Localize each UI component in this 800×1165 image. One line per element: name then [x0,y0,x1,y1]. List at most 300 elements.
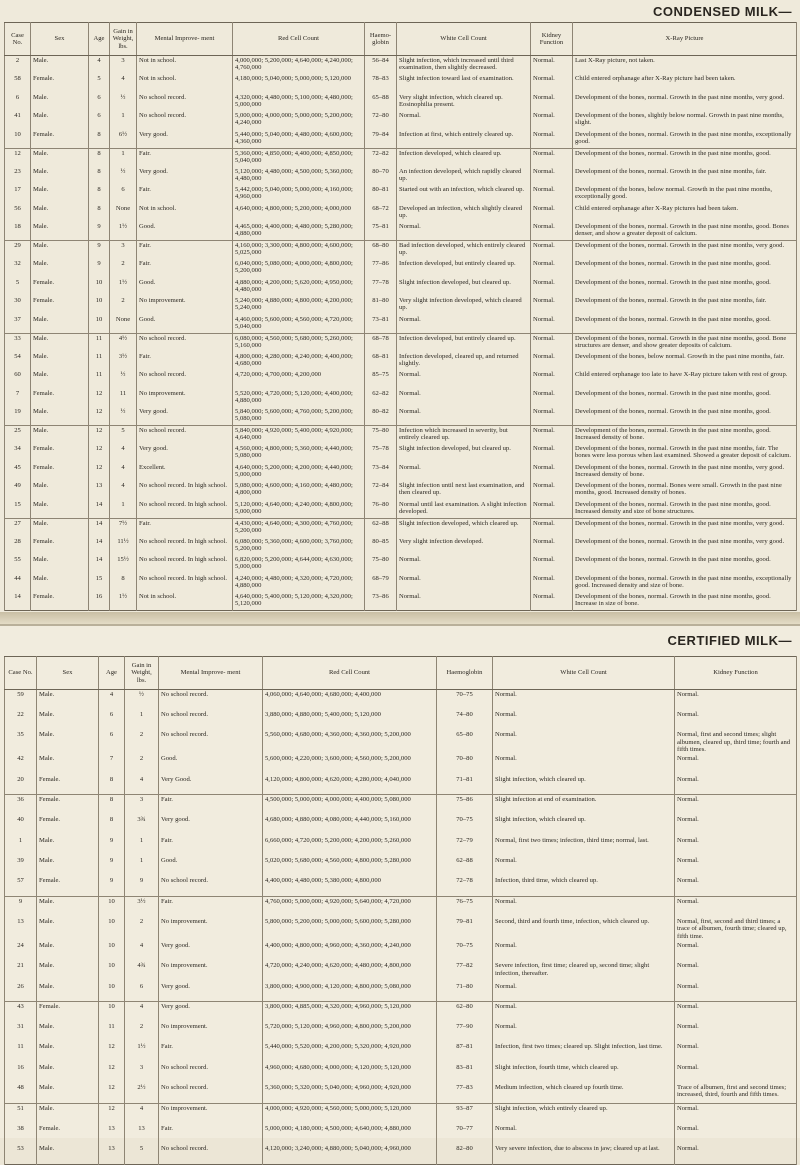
table-cell: Normal. [531,444,573,463]
table-row [5,917,797,941]
table-cell: 5,000,000; 4,180,000; 4,500,000; 4,640,000; 4,880,000 [263,1124,437,1144]
certified-header-row [5,657,797,690]
condensed-milk-title: CONDENSED MILK— [653,4,792,19]
table-cell: 22 [5,710,37,730]
table-cell: 2 [125,917,159,941]
table-cell: 5 [5,278,31,297]
table-cell: 73–86 [365,592,397,611]
table-cell: 4,120,000; 3,240,000; 4,880,000; 5,040,000; 4,960,000 [263,1144,437,1164]
table-cell: Not in school. [137,592,233,611]
table-cell: Fair. [159,795,263,815]
certified-column-header: Kidney Function [675,657,797,690]
table-cell: 77–90 [437,1022,493,1042]
table-cell: Female. [31,537,89,556]
table-cell: 4 [125,1002,159,1022]
table-cell: Normal. [493,710,675,730]
table-cell: 9 [99,876,125,896]
table-cell: Slight infection developed, but cleared up. [397,444,531,463]
table-cell: 4 [110,463,137,482]
table-cell: Second, third and fourth time, infection, which cleared up. [493,917,675,941]
table-cell: 62–88 [437,856,493,876]
table-cell: Normal. [531,185,573,204]
table-cell: 3¾ [125,815,159,835]
table-cell: Infection which increased in severity, but entirely cleared up. [397,426,531,445]
table-cell: 77–86 [365,259,397,278]
table-cell: 60 [5,370,31,389]
table-cell: 72–78 [437,876,493,896]
table-cell: 2 [110,259,137,278]
table-cell: 56 [5,204,31,223]
table-cell: Normal. [531,241,573,260]
condensed-column-header: Sex [31,23,89,56]
table-cell: 21 [5,961,37,981]
table-cell: Normal. [397,592,531,611]
table-cell: 38 [5,1124,37,1144]
condensed-header-row [5,23,797,56]
table-cell: 80–81 [365,185,397,204]
table-cell: 3,800,000; 4,900,000; 4,120,000; 4,800,000; 5,080,000 [263,982,437,1002]
table-cell: Normal. [397,574,531,593]
table-cell: Child entered orphanage after X-Ray picture had been taken. [573,74,797,93]
table-row [5,856,797,876]
table-cell: Infection developed, but entirely cleared up. [397,259,531,278]
table-cell: No school record. [137,333,233,352]
table-cell: 15 [89,574,110,593]
table-cell: Normal. [397,370,531,389]
table-cell: Slight infection developed, which cleared up. [397,518,531,537]
table-row [5,1063,797,1083]
table-cell: 4,880,000; 4,200,000; 5,620,000; 4,950,000; 4,480,000 [233,278,365,297]
table-cell: Female. [31,278,89,297]
condensed-column-header: Age [89,23,110,56]
table-cell: Normal. [531,259,573,278]
table-cell: Normal. [493,690,675,710]
table-cell: 53 [5,1144,37,1164]
table-cell: 4,000,000; 5,200,000; 4,640,000; 4,240,000; 4,760,000 [233,56,365,75]
table-row [5,278,797,297]
table-cell: Infection developed, cleared up, and returned slightly. [397,352,531,371]
table-cell: Development of the bones, normal. Growth in the past nine months, good. [573,148,797,167]
certified-column-header: Mental Improve- ment [159,657,263,690]
table-cell: 35 [5,730,37,754]
table-cell: 4,640,000; 5,200,000; 4,200,000; 4,440,000; 5,000,000 [233,463,365,482]
table-cell: Normal. [493,754,675,774]
table-cell: Male. [31,93,89,112]
table-cell: Male. [31,370,89,389]
table-cell: 12 [99,1063,125,1083]
table-cell: 16 [89,592,110,611]
table-cell: Excellent. [137,463,233,482]
table-cell: Trace of albumen, first and second times; increased, third, fourth and fifth times. [675,1083,797,1103]
table-cell: 10 [99,961,125,981]
table-cell: Male. [31,56,89,75]
table-cell: Development of the bones, below normal. Growth in the past nine months, exceptionally good. [573,185,797,204]
table-row [5,241,797,260]
table-cell: Medium infection, which cleared up fourth time. [493,1083,675,1103]
table-cell: Developed an infection, which slightly cleared up. [397,204,531,223]
table-cell: 77–83 [437,1083,493,1103]
table-cell: Female. [31,463,89,482]
table-cell: 71–80 [437,982,493,1002]
table-cell: Very Good. [159,775,263,795]
table-cell: 34 [5,444,31,463]
table-cell: Normal. [531,56,573,75]
table-cell: Normal. [493,1002,675,1022]
table-cell: Normal. [531,278,573,297]
table-cell: Normal. [531,93,573,112]
table-cell: 79–81 [437,917,493,941]
table-cell: Normal, first two times; infection, third time; normal, last. [493,836,675,856]
table-cell: Very good. [159,815,263,835]
table-cell: 12 [5,148,31,167]
table-cell: 9 [125,876,159,896]
table-cell: Normal. [531,74,573,93]
table-cell: 8 [89,148,110,167]
table-cell: 14 [5,592,31,611]
table-cell: Development of the bones, normal. Growth in the past nine months, good. Bones denser, and show a greater deposit of calcium. [573,222,797,241]
table-cell: Slight infection until next last examination, and then cleared up. [397,481,531,500]
table-cell: 7½ [110,518,137,537]
table-row [5,730,797,754]
table-cell: Female. [31,296,89,315]
table-cell: Male. [37,754,99,774]
table-cell: Male. [37,1144,99,1164]
table-cell: 4,060,000; 4,640,000; 4,680,000; 4,400,000 [263,690,437,710]
table-cell: Development of the bones, normal. Growth in the past nine months, fair. [573,296,797,315]
table-cell: Development of the bones, normal. Growth in the past nine months, good. [573,389,797,408]
table-row [5,463,797,482]
table-cell: 72–80 [365,111,397,130]
table-cell: Male. [37,982,99,1002]
table-cell: 9 [99,836,125,856]
table-cell: Female. [37,815,99,835]
table-cell: 5,120,000; 4,640,000; 4,240,000; 4,800,000; 5,000,000 [233,500,365,519]
table-cell: 72–84 [365,481,397,500]
table-cell: Fair. [159,1042,263,1062]
condensed-column-header: Mental Improve- ment [137,23,233,56]
table-cell: Normal. [493,941,675,961]
table-cell: Male. [31,315,89,334]
table-row [5,370,797,389]
table-cell: 6,080,000; 4,560,000; 5,680,000; 5,260,000; 5,160,000 [233,333,365,352]
table-cell: Normal. [675,1124,797,1144]
table-cell: No improvement. [137,296,233,315]
table-cell: 3 [110,241,137,260]
table-cell: Good. [137,315,233,334]
table-cell: Female. [31,592,89,611]
table-cell: 82–80 [437,1144,493,1164]
table-cell: 12 [89,463,110,482]
table-cell: 44 [5,574,31,593]
table-cell: Normal. [397,315,531,334]
table-cell: Normal. [397,389,531,408]
table-cell: Normal. [675,856,797,876]
table-cell: 12 [99,1083,125,1103]
table-cell: 13 [5,917,37,941]
table-cell: 1½ [110,222,137,241]
table-cell: 10 [99,917,125,941]
table-cell: An infection developed, which rapidly cleared up. [397,167,531,186]
table-cell: Normal. [531,204,573,223]
table-cell: 55 [5,555,31,574]
table-cell: Male. [37,1063,99,1083]
table-cell: Fair. [137,241,233,260]
table-cell: 4,960,000; 4,680,000; 4,000,000; 4,120,000; 5,120,000 [263,1063,437,1083]
table-cell: 11 [99,1022,125,1042]
table-cell: Development of the bones, normal. Growth in the past nine months, good. Increased density of bone. [573,426,797,445]
table-cell: 26 [5,982,37,1002]
condensed-column-header: Red Cell Count [233,23,365,56]
table-cell: 24 [5,941,37,961]
table-cell: 4,640,000; 4,800,000; 5,200,000; 4,000,000 [233,204,365,223]
condensed-column-header: White Cell Count [397,23,531,56]
table-cell: 4,400,000; 4,800,000; 4,960,000; 4,360,000; 4,240,000 [263,941,437,961]
table-cell: 3½ [110,352,137,371]
table-row [5,941,797,961]
table-cell: 4,500,000; 5,000,000; 4,000,000; 4,400,000; 5,080,000 [263,795,437,815]
table-cell: 14 [89,537,110,556]
table-cell: 68–72 [365,204,397,223]
table-cell: 27 [5,518,31,537]
table-row [5,815,797,835]
table-cell: 57 [5,876,37,896]
table-cell: 11½ [110,537,137,556]
table-cell: 2 [110,296,137,315]
table-cell: Male. [31,167,89,186]
table-cell: 78–83 [365,74,397,93]
table-cell: 45 [5,463,31,482]
table-cell: 80–82 [365,407,397,426]
table-cell: Slight infection, which cleared up. [493,775,675,795]
table-cell: 74–80 [437,710,493,730]
table-cell: 4 [89,56,110,75]
table-cell: Normal. [531,518,573,537]
certified-column-header: Case No. [5,657,37,690]
table-cell: 9 [89,259,110,278]
table-cell: 7 [99,754,125,774]
table-cell: 40 [5,815,37,835]
table-cell: Male. [31,204,89,223]
table-cell: Normal. [397,463,531,482]
table-cell: 9 [89,241,110,260]
table-cell: 2 [125,1022,159,1042]
table-cell: Female. [37,775,99,795]
table-row [5,259,797,278]
table-cell: No school record. In high school. [137,537,233,556]
table-cell: 36 [5,795,37,815]
table-cell: No improvement. [137,389,233,408]
table-cell: Normal. [493,1124,675,1144]
table-cell: Bad infection developed, which entirely cleared up. [397,241,531,260]
certified-milk-title: CERTIFIED MILK— [667,633,792,648]
table-cell: 2 [125,730,159,754]
table-cell: 80–85 [365,537,397,556]
table-cell: 4,760,000; 5,000,000; 4,920,000; 5,640,000; 4,720,000 [263,896,437,916]
table-cell: 75–86 [437,795,493,815]
table-cell: 4,465,000; 4,400,000; 4,480,000; 5,280,000; 4,880,000 [233,222,365,241]
table-cell: Male. [31,185,89,204]
table-cell: Normal. [531,592,573,611]
table-cell: 12 [89,389,110,408]
table-cell: Normal. [493,982,675,1002]
table-cell: Development of the bones, normal. Growth in the past nine months, exceptionally good. Increased density and size of bone. [573,574,797,593]
page-fold [0,612,800,624]
table-cell: Good. [137,278,233,297]
table-cell: Normal. [531,222,573,241]
table-cell: 33 [5,333,31,352]
condensed-milk-table [4,22,797,611]
table-cell: Female. [37,795,99,815]
table-cell: Development of the bones, normal. Growth in the past nine months, very good. [573,537,797,556]
table-cell: 10 [5,130,31,149]
table-cell: 4,430,000; 4,640,000; 4,300,000; 4,760,000; 5,200,000 [233,518,365,537]
table-cell: Normal. [531,500,573,519]
table-cell: 70–75 [437,941,493,961]
table-cell: Development of the bones, normal. Growth in the past nine months, good. [573,259,797,278]
table-cell: 62–88 [365,518,397,537]
table-cell: Normal. [493,896,675,916]
table-cell: Very good. [137,407,233,426]
table-cell: Normal. [675,896,797,916]
table-row [5,1042,797,1062]
table-cell: Normal until last examination. A slight infection developed. [397,500,531,519]
table-cell: 5,840,000; 5,600,000; 4,760,000; 5,200,000; 5,080,000 [233,407,365,426]
table-cell: Male. [31,555,89,574]
table-cell: Normal. [675,690,797,710]
table-row [5,1022,797,1042]
table-cell: None [110,315,137,334]
table-cell: 11 [89,370,110,389]
table-cell: 4,160,000; 3,300,000; 4,800,000; 4,600,000; 5,025,000 [233,241,365,260]
table-cell: 3,800,000; 4,885,000; 4,320,000; 4,960,000; 5,120,000 [263,1002,437,1022]
table-cell: Male. [31,222,89,241]
table-cell: 5,720,000; 5,120,000; 4,960,000; 4,800,000; 5,200,000 [263,1022,437,1042]
table-cell: No school record. [137,370,233,389]
table-cell: 72–82 [365,148,397,167]
certified-column-header: White Cell Count [493,657,675,690]
table-cell: 4,720,000; 4,240,000; 4,620,000; 4,480,000; 4,800,000 [263,961,437,981]
table-cell: Slight infection developed, but cleared up. [397,278,531,297]
table-cell: Normal. [493,1022,675,1042]
table-cell: 11 [110,389,137,408]
table-cell: Normal, first, second and third times; a trace of albumen, fourth time; cleared up, fifth time. [675,917,797,941]
table-cell: Not in school. [137,204,233,223]
table-cell: Normal. [531,167,573,186]
table-row [5,1083,797,1103]
table-cell: 1 [110,500,137,519]
table-cell: 75–78 [365,444,397,463]
table-cell: 14 [89,500,110,519]
table-cell: Normal. [675,1103,797,1123]
table-cell: 8 [89,204,110,223]
table-cell: Female. [31,130,89,149]
table-cell: 70–75 [437,690,493,710]
table-row [5,1144,797,1164]
table-cell: 80–70 [365,167,397,186]
table-cell: 7 [5,389,31,408]
table-cell: 32 [5,259,31,278]
table-cell: 87–81 [437,1042,493,1062]
table-cell: Male. [31,574,89,593]
table-cell: Development of the bones, normal. Growth in the past nine months, good. [573,315,797,334]
table-cell: 3½ [125,896,159,916]
table-cell: 68–80 [365,241,397,260]
table-cell: Normal. [675,1022,797,1042]
table-cell: 4 [110,481,137,500]
table-cell: Normal. [675,982,797,1002]
condensed-column-header: Kidney Function [531,23,573,56]
table-cell: 1½ [110,592,137,611]
table-cell: Male. [37,710,99,730]
table-cell: Fair. [137,518,233,537]
table-cell: 28 [5,537,31,556]
table-cell: Development of the bones, normal. Growth in the past nine months, good. Increase in size of bone. [573,592,797,611]
table-cell: Severe infection, first time; cleared up, second time; slight infection, thereafter. [493,961,675,981]
table-cell: Normal. [675,941,797,961]
table-cell: 79–84 [365,130,397,149]
table-cell: 6 [5,93,31,112]
table-cell: Male. [37,1042,99,1062]
table-cell: 8 [99,795,125,815]
table-cell: 4 [110,444,137,463]
table-cell: 76–80 [365,500,397,519]
table-cell: Female. [31,389,89,408]
table-cell: Development of the bones, normal. Growth in the past nine months, good. [573,278,797,297]
table-cell: Development of the bones, normal. Growth in the past nine months, good. Bone structures are denser, and show greater deposits of calcium. [573,333,797,352]
table-cell: 72–79 [437,836,493,856]
table-cell: Female. [37,1124,99,1144]
table-row [5,185,797,204]
table-cell: No improvement. [159,961,263,981]
table-cell: Fair. [159,836,263,856]
table-cell: 58 [5,74,31,93]
table-cell: Development of the bones, normal. Growth in the past nine months, very good. Increased density of bone. [573,463,797,482]
table-cell: 49 [5,481,31,500]
certified-column-header: Red Cell Count [263,657,437,690]
table-cell: Normal. [493,730,675,754]
table-cell: 10 [99,941,125,961]
table-cell: Fair. [159,1124,263,1144]
table-cell: Male. [37,690,99,710]
table-cell: 4 [110,74,137,93]
table-cell: 13 [125,1124,159,1144]
table-cell: 5,240,000; 4,880,000; 4,800,000; 4,200,000; 5,240,000 [233,296,365,315]
table-cell: Male. [31,500,89,519]
table-cell: Male. [31,426,89,445]
table-cell: Normal. [675,961,797,981]
table-cell: No school record. In high school. [137,555,233,574]
table-cell: Development of the bones, normal. Growth in the past nine months, very good. [573,93,797,112]
table-cell: Male. [37,836,99,856]
table-cell: Normal. [675,1042,797,1062]
table-cell: Development of the bones, normal. Growth in the past nine months, good. Increased density and size of bone structures. [573,500,797,519]
table-row [5,836,797,856]
table-row [5,518,797,537]
table-cell: 8 [110,574,137,593]
table-cell: 73–84 [365,463,397,482]
table-cell: 8 [99,815,125,835]
table-cell: Child entered orphanage too late to have X-Ray picture taken with rest of group. [573,370,797,389]
table-cell: 93–87 [437,1103,493,1123]
table-cell: Female. [31,74,89,93]
table-row [5,795,797,815]
table-cell: Slight infection, which cleared up. [493,815,675,835]
table-cell: Normal. [531,370,573,389]
table-cell: Normal. [397,555,531,574]
table-cell: 5 [89,74,110,93]
table-row [5,500,797,519]
table-cell: 30 [5,296,31,315]
